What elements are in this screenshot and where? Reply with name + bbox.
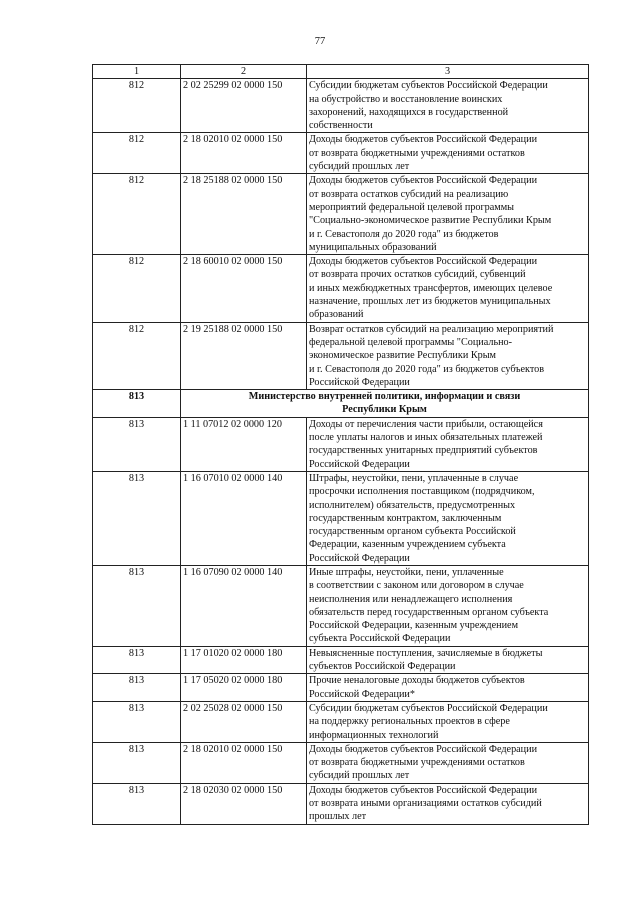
description-line: Штрафы, неустойки, пени, уплаченные в случае [309, 472, 519, 484]
column-header-2: 2 [181, 65, 307, 79]
table-row [93, 133, 589, 174]
administrator-code: 813 [93, 701, 181, 742]
description-line: обязательств перед государственным органом субъекта [309, 606, 549, 618]
administrator-code: 813 [93, 783, 181, 824]
description-line: на поддержку региональных проектов в сфере [309, 716, 510, 728]
page-number: 77 [314, 36, 326, 47]
description-line: просрочки исполнения поставщиком (подрядчиком, [309, 486, 535, 498]
administrator-code: 813 [93, 390, 181, 418]
description-line: Федерации, казенным учреждением субъекта [309, 539, 506, 551]
description-line: государственным контрактом, заключенным [309, 512, 502, 524]
revenue-description [307, 174, 589, 255]
description-line: субсидий прошлых лет [309, 161, 410, 173]
revenue-description [307, 471, 589, 565]
revenue-description [307, 701, 589, 742]
revenue-code: 1 17 01020 02 0000 180 [181, 646, 307, 674]
description-line: Доходы бюджетов субъектов Российской Федерации [309, 743, 538, 755]
table-row [93, 674, 589, 702]
description-line: Прочие неналоговые доходы бюджетов субъектов [309, 675, 525, 687]
description-line: исполнителем) обязательств, предусмотренных [309, 499, 516, 511]
revenue-code: 1 11 07012 02 0000 120 [181, 417, 307, 471]
description-line: Российской Федерации* [309, 688, 415, 700]
description-line: собственности [309, 120, 373, 132]
description-line: Доходы бюджетов субъектов Российской Федерации [309, 175, 538, 187]
column-header-3: 3 [307, 65, 589, 79]
revenue-description [307, 742, 589, 783]
table-row [93, 417, 589, 471]
section-title-line: Министерство внутренней политики, информации и связи [248, 391, 521, 403]
revenue-description [307, 255, 589, 322]
administrator-code: 812 [93, 79, 181, 133]
revenue-description [307, 783, 589, 824]
table-row [93, 255, 589, 322]
revenue-description [307, 646, 589, 674]
description-line: от возврата иными организациями остатков субсидий [309, 798, 542, 810]
revenue-code: 2 18 25188 02 0000 150 [181, 174, 307, 255]
description-line: субъектов Российской Федерации [309, 661, 456, 673]
description-line: субсидий прошлых лет [309, 770, 410, 782]
description-line: Доходы бюджетов субъектов Российской Федерации [309, 784, 538, 796]
column-header-1: 1 [93, 65, 181, 79]
table-header-row [93, 65, 589, 79]
description-line: в соответствии с законом или договором в случае [309, 580, 524, 592]
revenue-code: 1 16 07010 02 0000 140 [181, 471, 307, 565]
table-body [93, 79, 589, 824]
revenue-description [307, 322, 589, 389]
description-line: от возврата остатков субсидий на реализацию [309, 188, 509, 200]
description-line: Иные штрафы, неустойки, пени, уплаченные [309, 566, 504, 578]
description-line: захоронений, находящихся в государственной [309, 106, 509, 118]
description-line: Субсидии бюджетам субъектов Российской Федерации [309, 702, 548, 714]
revenue-description [307, 133, 589, 174]
description-line: экономическое развитие Республики Крым [309, 350, 496, 362]
revenue-description [307, 565, 589, 646]
table-row [93, 646, 589, 674]
revenue-description [307, 79, 589, 133]
description-line: Возврат остатков субсидий на реализацию мероприятий [309, 323, 554, 335]
description-line: Доходы бюджетов субъектов Российской Федерации [309, 134, 538, 146]
administrator-code: 812 [93, 174, 181, 255]
description-line: "Социально-экономическое развитие Республики Крым [309, 215, 552, 227]
table-row [93, 174, 589, 255]
description-line: на обустройство и восстановление воинских [309, 93, 503, 105]
administrator-code: 812 [93, 322, 181, 389]
administrator-code: 812 [93, 255, 181, 322]
description-line: Доходы от перечисления части прибыли, остающейся [309, 418, 543, 430]
section-title-line: Республики Крым [342, 404, 427, 416]
administrator-code: 813 [93, 471, 181, 565]
revenue-code: 1 17 05020 02 0000 180 [181, 674, 307, 702]
description-line: Невыясненные поступления, зачисляемые в бюджеты [309, 647, 543, 659]
description-line: муниципальных образований [309, 241, 437, 253]
description-line: федеральной целевой программы "Социально- [309, 336, 513, 348]
description-line: Доходы бюджетов субъектов Российской Федерации [309, 256, 538, 268]
table-row [93, 471, 589, 565]
table-row [93, 565, 589, 646]
description-line: образований [309, 309, 364, 321]
description-line: и иных межбюджетных трансфертов, имеющих целевое [309, 282, 553, 294]
section-header-row [93, 390, 589, 418]
section-title [181, 390, 589, 418]
revenue-code: 2 18 02010 02 0000 150 [181, 133, 307, 174]
revenue-code: 1 16 07090 02 0000 140 [181, 565, 307, 646]
revenue-description [307, 417, 589, 471]
revenue-code: 2 02 25299 02 0000 150 [181, 79, 307, 133]
administrator-code: 813 [93, 417, 181, 471]
table-row [93, 322, 589, 389]
revenue-code: 2 18 60010 02 0000 150 [181, 255, 307, 322]
revenue-description [307, 674, 589, 702]
description-line: неисполнения или ненадлежащего исполнения [309, 593, 513, 605]
administrator-code: 812 [93, 133, 181, 174]
revenue-code: 2 18 02010 02 0000 150 [181, 742, 307, 783]
description-line: Российской Федерации [309, 552, 410, 564]
table-row [93, 742, 589, 783]
budget-classification-table [92, 64, 589, 825]
description-line: и г. Севастополя до 2020 года" из бюджетов субъектов [309, 363, 545, 375]
description-line: прошлых лет [309, 811, 367, 823]
table-row [93, 701, 589, 742]
description-line: назначение, прошлых лет из бюджетов муниципальных [309, 296, 551, 308]
revenue-code: 2 19 25188 02 0000 150 [181, 322, 307, 389]
revenue-code: 2 18 02030 02 0000 150 [181, 783, 307, 824]
table-row [93, 783, 589, 824]
description-line: Российской Федерации, казенным учреждением [309, 620, 519, 632]
description-line: субъекта Российской Федерации [309, 633, 451, 645]
revenue-code: 2 02 25028 02 0000 150 [181, 701, 307, 742]
description-line: государственных унитарных предприятий субъектов [309, 445, 538, 457]
administrator-code: 813 [93, 674, 181, 702]
description-line: Российской Федерации [309, 376, 410, 388]
description-line: государственным органом субъекта Российской [309, 526, 516, 538]
administrator-code: 813 [93, 565, 181, 646]
description-line: мероприятий федеральной целевой программы [309, 201, 514, 213]
administrator-code: 813 [93, 742, 181, 783]
description-line: Российской Федерации [309, 458, 410, 470]
table-row [93, 79, 589, 133]
description-line: от возврата бюджетными учреждениями остатков [309, 757, 525, 769]
description-line: и г. Севастополя до 2020 года" из бюджетов [309, 228, 499, 240]
administrator-code: 813 [93, 646, 181, 674]
description-line: от возврата бюджетными учреждениями остатков [309, 147, 525, 159]
description-line: от возврата прочих остатков субсидий, субвенций [309, 269, 526, 281]
description-line: после уплаты налогов и иных обязательных платежей [309, 432, 543, 444]
description-line: информационных технологий [309, 729, 439, 741]
description-line: Субсидии бюджетам субъектов Российской Федерации [309, 80, 548, 92]
